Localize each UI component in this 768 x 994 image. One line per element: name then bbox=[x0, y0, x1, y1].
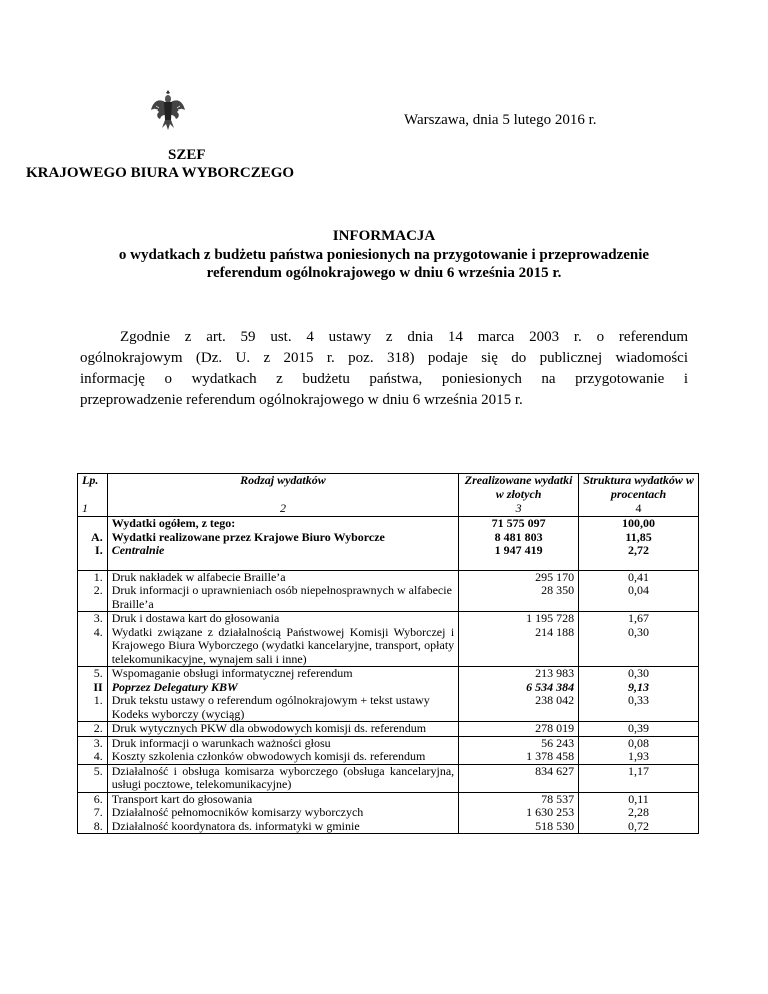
header-share: Struktura wydatków w procentach bbox=[579, 474, 699, 503]
row-amount: 278 019 bbox=[459, 722, 579, 737]
row-amount: 56 243 bbox=[459, 736, 579, 750]
row-label: Poprzez Delegatury KBW bbox=[107, 681, 458, 695]
row-lp: 2. bbox=[78, 722, 108, 737]
table-row bbox=[78, 792, 699, 806]
row-lp: 5. bbox=[78, 764, 108, 792]
row-amount: 8 481 803 bbox=[459, 531, 579, 545]
header-amount: Zrealizowane wydatki w złotych bbox=[459, 474, 579, 503]
row-label: Działalność koordynatora ds. informatyki w gminie bbox=[107, 820, 458, 834]
body-paragraph-line: informację o wydatkach z budżetu państwa, poniesionych na przygotowanie i bbox=[80, 371, 688, 387]
row-share: 1,67 bbox=[579, 612, 699, 626]
row-share: 0,11 bbox=[579, 792, 699, 806]
row-label: Centralnie bbox=[107, 544, 458, 558]
row-label: Koszty szkolenia członków obwodowych komisji ds. referendum bbox=[107, 750, 458, 764]
row-share: 0,30 bbox=[579, 626, 699, 667]
row-label: Druk informacji o uprawnieniach osób niepełnosprawnych w alfabecie Braille’a bbox=[107, 584, 458, 612]
row-lp: II bbox=[78, 681, 108, 695]
table-row bbox=[78, 722, 699, 737]
column-number-row bbox=[78, 502, 699, 517]
row-amount: 1 947 419 bbox=[459, 544, 579, 558]
total-row bbox=[78, 531, 699, 545]
row-lp: 6. bbox=[78, 792, 108, 806]
header-lp: Lp. bbox=[78, 474, 108, 503]
row-label: Druk wytycznych PKW dla obwodowych komisji ds. referendum bbox=[107, 722, 458, 737]
table-row bbox=[78, 820, 699, 834]
row-lp: I. bbox=[78, 544, 108, 558]
row-label: Wydatki realizowane przez Krajowe Biuro Wyborcze bbox=[107, 531, 458, 545]
subtotal-row bbox=[78, 681, 699, 695]
issuer-office: KRAJOWEGO BIURA WYBORCZEGO bbox=[26, 165, 295, 181]
row-share: 0,41 bbox=[579, 570, 699, 584]
row-share: 2,72 bbox=[579, 544, 699, 558]
table-row bbox=[78, 570, 699, 584]
row-label: Wydatki związane z działalnością Państwowej Komisji Wyborczej i Krajowego Biura Wyborczego (wydatki kancelaryjne, transport, opłaty telekomunikacyjne, wynajem sali i inne) bbox=[107, 626, 458, 667]
row-lp: A. bbox=[78, 531, 108, 545]
table-row bbox=[78, 584, 699, 612]
spacer-row bbox=[78, 558, 699, 571]
column-number: 1 bbox=[78, 502, 108, 517]
row-label: Transport kart do głosowania bbox=[107, 792, 458, 806]
row-label: Działalność pełnomocników komisarzy wyborczych bbox=[107, 806, 458, 820]
table-row bbox=[78, 667, 699, 681]
row-lp: 1. bbox=[78, 570, 108, 584]
row-amount: 213 983 bbox=[459, 667, 579, 681]
document-subtitle-line: o wydatkach z budżetu państwa poniesionych na przygotowanie i przeprowadzenie bbox=[118, 247, 650, 263]
row-share: 0,39 bbox=[579, 722, 699, 737]
row-share: 11,85 bbox=[579, 531, 699, 545]
row-share: 0,33 bbox=[579, 694, 699, 722]
body-paragraph-line: ogólnokrajowym (Dz. U. z 2015 r. poz. 318) podaje się do publicznej wiadomości bbox=[80, 350, 688, 366]
row-share: 0,08 bbox=[579, 736, 699, 750]
row-share: 1,17 bbox=[579, 764, 699, 792]
row-amount: 1 378 458 bbox=[459, 750, 579, 764]
row-label: Wydatki ogółem, z tego: bbox=[107, 517, 458, 531]
row-label: Druk nakładek w alfabecie Braille’a bbox=[107, 570, 458, 584]
table-row bbox=[78, 612, 699, 626]
row-lp: 2. bbox=[78, 584, 108, 612]
row-lp bbox=[78, 517, 108, 531]
row-amount: 295 170 bbox=[459, 570, 579, 584]
row-lp: 4. bbox=[78, 750, 108, 764]
expenses-table bbox=[77, 473, 699, 834]
row-label: Wspomaganie obsługi informatycznej referendum bbox=[107, 667, 458, 681]
row-lp: 3. bbox=[78, 612, 108, 626]
row-amount: 71 575 097 bbox=[459, 517, 579, 531]
row-share: 0,72 bbox=[579, 820, 699, 834]
row-amount: 1 630 253 bbox=[459, 806, 579, 820]
eagle-emblem-icon bbox=[150, 88, 186, 132]
row-share: 100,00 bbox=[579, 517, 699, 531]
table-row bbox=[78, 764, 699, 792]
row-label: Działalność i obsługa komisarza wyborczego (obsługa kancelaryjna, usługi pocztowe, telekomunikacyjne) bbox=[107, 764, 458, 792]
column-number: 2 bbox=[107, 502, 458, 517]
date-line: Warszawa, dnia 5 lutego 2016 r. bbox=[404, 112, 597, 128]
row-share: 0,04 bbox=[579, 584, 699, 612]
body-paragraph-line: Zgodnie z art. 59 ust. 4 ustawy z dnia 14 marca 2003 r. o referendum bbox=[120, 329, 688, 345]
table-row bbox=[78, 694, 699, 722]
row-share: 1,93 bbox=[579, 750, 699, 764]
table-row bbox=[78, 750, 699, 764]
row-lp: 1. bbox=[78, 694, 108, 722]
row-label: Druk i dostawa kart do głosowania bbox=[107, 612, 458, 626]
total-row bbox=[78, 544, 699, 558]
row-amount: 518 530 bbox=[459, 820, 579, 834]
body-paragraph-line: przeprowadzenie referendum ogólnokrajowego w dniu 6 września 2015 r. bbox=[80, 392, 523, 408]
table-row bbox=[78, 736, 699, 750]
total-row bbox=[78, 517, 699, 531]
row-share: 0,30 bbox=[579, 667, 699, 681]
row-amount: 238 042 bbox=[459, 694, 579, 722]
row-lp: 7. bbox=[78, 806, 108, 820]
column-number: 3 bbox=[459, 502, 579, 517]
row-amount: 214 188 bbox=[459, 626, 579, 667]
row-amount: 1 195 728 bbox=[459, 612, 579, 626]
row-amount: 834 627 bbox=[459, 764, 579, 792]
table-header-row bbox=[78, 474, 699, 503]
document-subtitle-line: referendum ogólnokrajowego w dniu 6 września 2015 r. bbox=[206, 265, 562, 281]
issuer-title: SZEF bbox=[168, 147, 206, 163]
table-row bbox=[78, 626, 699, 667]
row-lp: 4. bbox=[78, 626, 108, 667]
row-share: 2,28 bbox=[579, 806, 699, 820]
row-share: 9,13 bbox=[579, 681, 699, 695]
row-label: Druk tekstu ustawy o referendum ogólnokrajowym + tekst ustawy Kodeks wyborczy (wyciąg) bbox=[107, 694, 458, 722]
row-amount: 78 537 bbox=[459, 792, 579, 806]
row-label: Druk informacji o warunkach ważności głosu bbox=[107, 736, 458, 750]
column-number: 4 bbox=[579, 502, 699, 517]
row-amount: 6 534 384 bbox=[459, 681, 579, 695]
row-lp: 3. bbox=[78, 736, 108, 750]
table-row bbox=[78, 806, 699, 820]
document-title: INFORMACJA bbox=[332, 228, 436, 244]
row-lp: 8. bbox=[78, 820, 108, 834]
header-kind: Rodzaj wydatków bbox=[107, 474, 458, 503]
row-lp: 5. bbox=[78, 667, 108, 681]
row-amount: 28 350 bbox=[459, 584, 579, 612]
